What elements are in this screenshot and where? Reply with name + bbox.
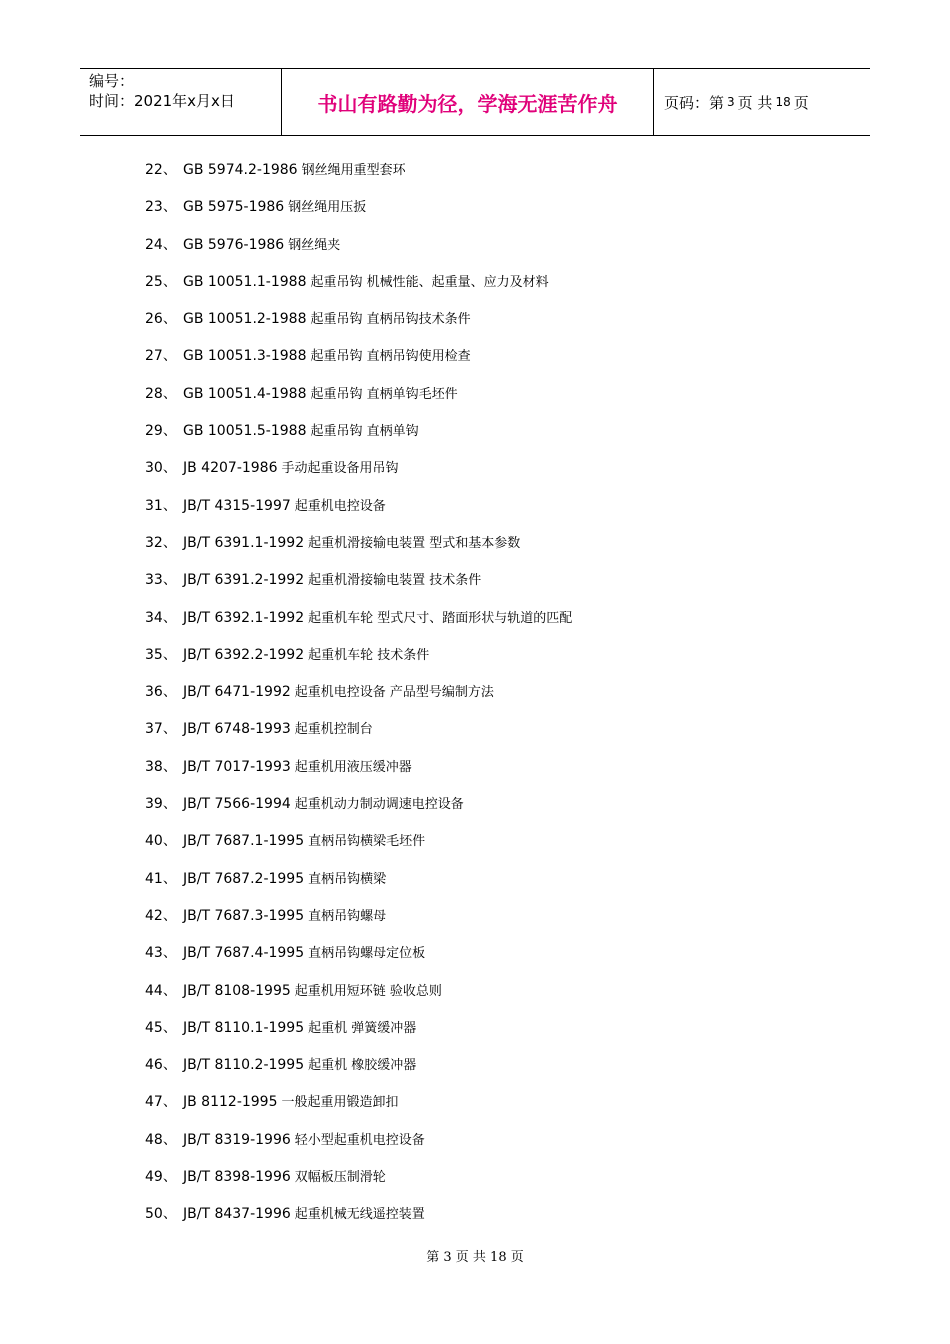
list-item	[145, 680, 572, 717]
item-number: 49、	[145, 1169, 177, 1186]
standard-code: GB 10051.3-1988	[183, 348, 307, 365]
standard-code: GB 10051.4-1988	[183, 385, 307, 402]
standard-title: 起重机 橡胶缓冲器	[308, 1058, 417, 1074]
item-number: 32、	[145, 534, 177, 551]
list-item	[145, 606, 572, 643]
standard-title: 双幅板压制滑轮	[294, 1170, 386, 1186]
standard-title: 起重机滑接输电装置 技术条件	[308, 573, 482, 589]
standard-code: JB/T 8319-1996	[183, 1131, 291, 1148]
item-number: 40、	[145, 833, 177, 850]
list-item	[145, 717, 572, 754]
standard-code: JB/T 6391.1-1992	[183, 534, 305, 551]
item-number: 30、	[145, 460, 177, 477]
standard-code: JB/T 6471-1992	[183, 684, 291, 701]
list-item	[145, 904, 572, 941]
item-number: 46、	[145, 1057, 177, 1074]
item-number: 25、	[145, 273, 177, 290]
standard-title: 起重机用短环链 验收总则	[294, 983, 442, 999]
standard-code: JB/T 7687.1-1995	[183, 833, 305, 850]
standard-code: JB/T 6391.2-1992	[183, 572, 305, 589]
standard-title: 起重吊钩 直柄单钩	[310, 424, 419, 440]
item-number: 23、	[145, 199, 177, 216]
standard-title: 轻小型起重机电控设备	[294, 1132, 425, 1148]
standard-title: 起重吊钩 直柄吊钩技术条件	[310, 312, 471, 328]
item-number: 37、	[145, 721, 177, 738]
page-total: 18	[775, 95, 791, 109]
list-item	[145, 1053, 572, 1090]
item-number: 50、	[145, 1206, 177, 1223]
standard-title: 直柄吊钩螺母定位板	[308, 946, 426, 962]
standard-title: 起重机控制台	[294, 722, 373, 738]
list-item	[145, 1090, 572, 1127]
item-number: 39、	[145, 796, 177, 813]
list-item	[145, 158, 572, 195]
standard-title: 直柄吊钩横梁毛坯件	[308, 834, 426, 850]
standard-code: JB/T 8398-1996	[183, 1169, 291, 1186]
list-item	[145, 1016, 572, 1053]
standard-title: 钢丝绳用重型套环	[301, 163, 406, 178]
standard-code: JB/T 6392.1-1992	[183, 609, 305, 626]
header-motto: 书山有路勤为径，学海无涯苦作舟	[281, 69, 654, 135]
item-number: 48、	[145, 1131, 177, 1148]
page-header	[80, 68, 870, 136]
standard-code: JB/T 8108-1995	[183, 982, 291, 999]
item-number: 45、	[145, 1019, 177, 1036]
standard-code: JB/T 7687.3-1995	[183, 907, 305, 924]
item-number: 26、	[145, 311, 177, 328]
item-number: 36、	[145, 684, 177, 701]
standard-title: 起重吊钩 直柄吊钩使用检查	[310, 349, 471, 365]
item-number: 42、	[145, 907, 177, 924]
list-item	[145, 494, 572, 531]
item-number: 28、	[145, 385, 177, 402]
document-number-label: 编号：	[89, 72, 135, 90]
header-meta	[80, 69, 281, 135]
item-number: 38、	[145, 758, 177, 775]
page-prefix: 页码：第	[664, 93, 725, 112]
standard-code: GB 5974.2-1986	[183, 162, 298, 178]
standard-code: GB 5975-1986	[183, 199, 285, 216]
item-number: 29、	[145, 423, 177, 440]
list-item	[145, 941, 572, 978]
standard-code: JB/T 7566-1994	[183, 796, 291, 813]
standard-title: 钢丝绳夹	[288, 237, 341, 253]
standard-title: 起重机电控设备 产品型号编制方法	[294, 685, 494, 701]
page-suffix: 页	[793, 93, 809, 112]
page-footer: 第 3 页 共 18 页	[426, 1250, 524, 1265]
standard-title: 起重机械无线遥控装置	[294, 1207, 425, 1223]
list-item	[145, 867, 572, 904]
list-item	[145, 344, 572, 381]
standard-title: 起重机车轮 型式尺寸、踏面形状与轨道的匹配	[308, 610, 573, 626]
page-current: 3	[727, 95, 735, 109]
list-item	[145, 755, 572, 792]
standard-code: GB 10051.1-1988	[183, 273, 307, 290]
standard-title: 起重机车轮 技术条件	[308, 647, 430, 663]
standard-code: JB/T 7017-1993	[183, 758, 291, 775]
list-item	[145, 1128, 572, 1165]
item-number: 31、	[145, 497, 177, 514]
standard-code: JB/T 6392.2-1992	[183, 646, 305, 663]
page-mid: 页 共	[737, 93, 773, 112]
standards-list	[145, 158, 572, 1240]
standard-code: JB/T 7687.4-1995	[183, 945, 305, 962]
item-number: 24、	[145, 236, 177, 253]
list-item	[145, 419, 572, 456]
standard-code: JB/T 4315-1997	[183, 497, 291, 514]
item-number: 35、	[145, 646, 177, 663]
list-item	[145, 307, 572, 344]
standard-code: JB/T 8437-1996	[183, 1206, 291, 1223]
standard-title: 手动起重设备用吊钩	[281, 461, 399, 477]
list-item	[145, 829, 572, 866]
item-number: 44、	[145, 982, 177, 999]
standard-code: JB 8112-1995	[183, 1094, 278, 1111]
standard-code: JB 4207-1986	[183, 460, 278, 477]
list-item	[145, 979, 572, 1016]
document-date: 时间：2021年x月x日	[89, 92, 235, 110]
list-item	[145, 1202, 572, 1239]
list-item	[145, 195, 572, 232]
item-number: 27、	[145, 348, 177, 365]
list-item	[145, 643, 572, 680]
list-item	[145, 568, 572, 605]
standard-title: 起重机滑接输电装置 型式和基本参数	[308, 535, 521, 551]
standard-code: JB/T 8110.2-1995	[183, 1057, 305, 1074]
header-page-info	[654, 69, 870, 135]
item-number: 43、	[145, 945, 177, 962]
standard-title: 起重吊钩 机械性能、起重量、应力及材料	[310, 274, 549, 290]
standard-title: 起重机用液压缓冲器	[294, 759, 412, 775]
list-item	[145, 270, 572, 307]
standard-code: JB/T 7687.2-1995	[183, 870, 305, 887]
standard-code: JB/T 8110.1-1995	[183, 1019, 305, 1036]
standard-title: 起重吊钩 直柄单钩毛坯件	[310, 386, 458, 402]
item-number: 34、	[145, 609, 177, 626]
standard-code: JB/T 6748-1993	[183, 721, 291, 738]
standard-title: 起重机 弹簧缓冲器	[308, 1020, 417, 1036]
list-item	[145, 531, 572, 568]
list-item	[145, 792, 572, 829]
standard-title: 起重机动力制动调速电控设备	[294, 797, 464, 813]
standard-code: GB 10051.2-1988	[183, 311, 307, 328]
list-item	[145, 382, 572, 419]
standard-title: 起重机电控设备	[294, 498, 386, 514]
item-number: 22、	[145, 162, 177, 178]
standard-title: 直柄吊钩横梁	[308, 871, 387, 887]
standard-title: 直柄吊钩螺母	[308, 908, 387, 924]
standard-code: GB 10051.5-1988	[183, 423, 307, 440]
list-item	[145, 456, 572, 493]
item-number: 33、	[145, 572, 177, 589]
standard-title: 钢丝绳用压扳	[288, 200, 367, 216]
item-number: 41、	[145, 870, 177, 887]
standard-title: 一般起重用锻造卸扣	[281, 1095, 399, 1111]
list-item	[145, 1165, 572, 1202]
standard-code: GB 5976-1986	[183, 236, 285, 253]
list-item	[145, 233, 572, 270]
item-number: 47、	[145, 1094, 177, 1111]
